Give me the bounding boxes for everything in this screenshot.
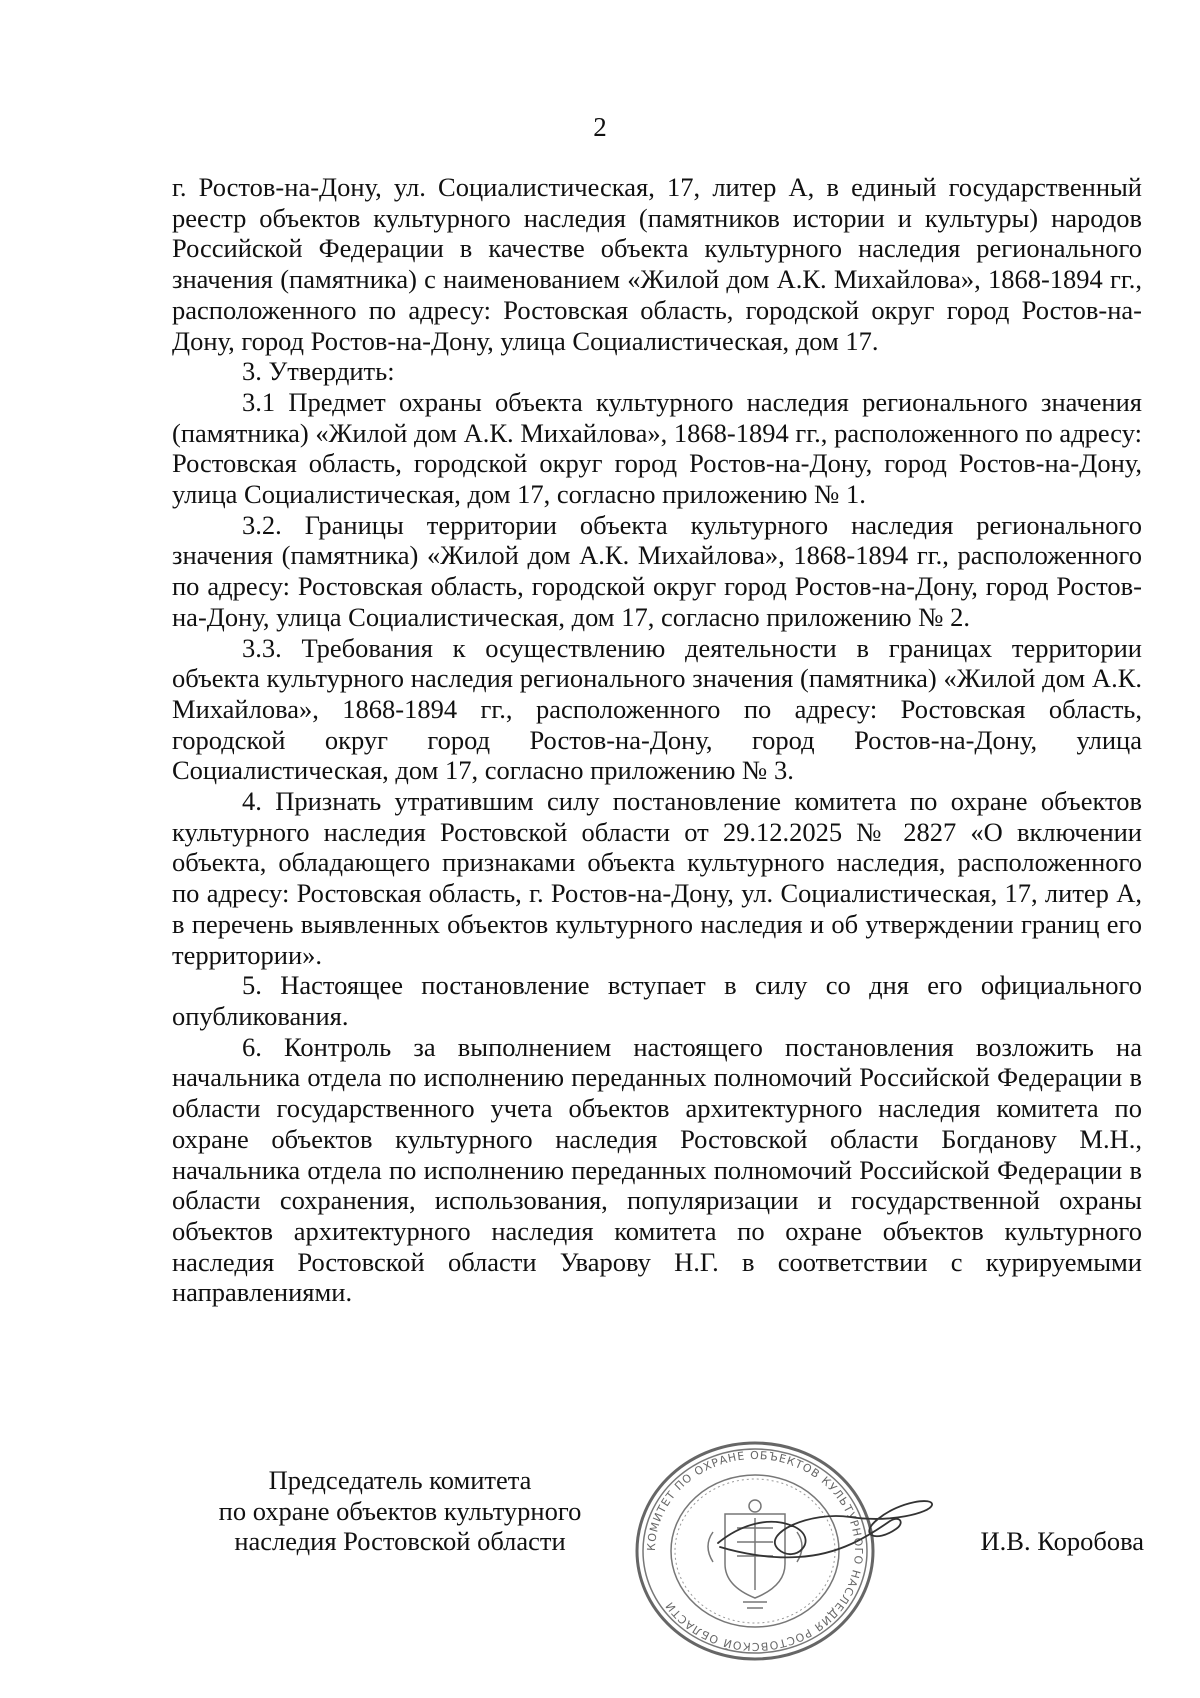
paragraph-5: 5. Настоящее постановление вступает в силу со дня его официального опубликования.	[172, 970, 1142, 1031]
paragraph-continuation: г. Ростов-на-Дону, ул. Социалистическая, 17, литер А, в единый государственный реестр объектов культурного наследия (памятников истории и культуры) народов Российской Федерации в качестве объекта культурного наследия регионального значения (памятника) с наименованием «Жилой дом А.К. Михайлова», 1868-1894 гг., расположенного по адресу: Ростовская область, городской округ город Ростов-на-Дону, город Ростов-на-Дону, улица Социалистическая, дом 17.	[172, 172, 1142, 356]
document-body	[172, 172, 1142, 1308]
page-number: 2	[593, 112, 607, 142]
paragraph-3: 3. Утвердить:	[242, 356, 395, 387]
seal-text: КОМИТЕТ ПО ОХРАНЕ ОБЪЕКТОВ КУЛЬТУРНОГО НАСЛЕДИЯ РОСТОВСКОЙ ОБЛАСТИ	[644, 1448, 866, 1654]
signatory-title-line: наследия Ростовской области	[234, 1526, 566, 1557]
paragraph-6: 6. Контроль за выполнением настоящего постановления возложить на начальника отдела по исполнению переданных полномочий Российской Федерации в области государственного учета объектов архитектурного наследия комитета по охране объектов культурного наследия Ростовской области Богданову М.Н., начальника отдела по исполнению переданных полномочий Российской Федерации в области сохранения, использования, популяризации и государственной охраны объектов архитектурного наследия комитета по охране объектов культурного наследия Ростовской области Уварову Н.Г. в соответствии с курируемыми направлениями.	[172, 1031, 1142, 1308]
handwritten-signature	[700, 1485, 940, 1575]
paragraph-3-1: 3.1 Предмет охраны объекта культурного наследия регионального значения (памятника) «Жилой дом А.К. Михайлова», 1868-1894 гг., расположенного по адресу: Ростовская область, городской округ город Ростов-на-Дону, город Ростов-на-Дону, улица Социалистическая, дом 17, согласно приложению № 1.	[172, 386, 1142, 510]
signatory-title-line: по охране объектов культурного	[218, 1495, 582, 1526]
signatory-title-line: Председатель комитета	[268, 1465, 532, 1495]
signatory-title	[170, 1465, 630, 1557]
paragraph-4: 4. Признать утратившим силу постановление комитета по охране объектов культурного наследия Ростовской области от 29.12.2025 № 2827 «О включении объекта, обладающего признаками объекта культурного наследия, расположенного по адресу: Ростовская область, г. Ростов-на-Дону, ул. Социалистическая, 17, литер А, в перечень выявленных объектов культурного наследия и об утверждении границ его территории».	[172, 786, 1142, 970]
signatory-name: И.В. Коробова	[980, 1526, 1144, 1556]
paragraph-3-3: 3.3. Требования к осуществлению деятельности в границах территории объекта культурного наследия регионального значения (памятника) «Жилой дом А.К. Михайлова», 1868-1894 гг., расположенного по адресу: Ростовская область, городской округ город Ростов-на-Дону, город Ростов-на-Дону, улица Социалистическая, дом 17, согласно приложению № 3.	[172, 632, 1142, 786]
paragraph-3-2: 3.2. Границы территории объекта культурного наследия регионального значения (памятника) «Жилой дом А.К. Михайлова», 1868-1894 гг., расположенного по адресу: Ростовская область, городской округ город Ростов-на-Дону, город Ростов-на-Дону, улица Социалистическая, дом 17, согласно приложению № 2.	[172, 509, 1142, 632]
